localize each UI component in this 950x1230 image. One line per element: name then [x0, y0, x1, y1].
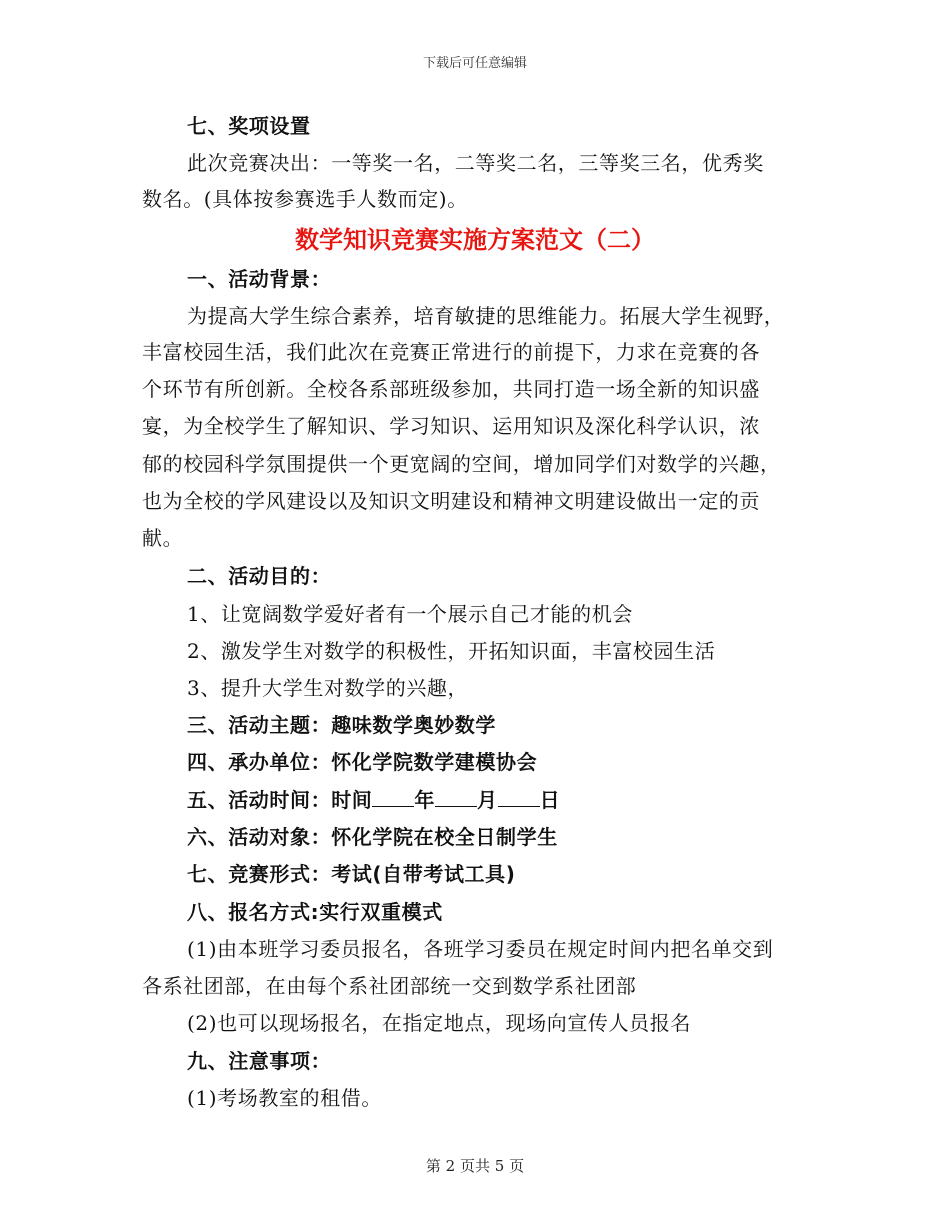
year-label: 年 — [414, 788, 436, 812]
blank-underline — [372, 786, 414, 807]
paragraph-line: (1)考场教室的租借。 — [187, 1086, 382, 1110]
document-title: 数学知识竞赛实施方案范文（二） — [295, 226, 655, 254]
page-header: 下载后可任意编辑 — [422, 56, 527, 71]
section-time — [187, 786, 857, 814]
paragraph-line: 宴，为全校学生了解知识、学习知识、运用知识及深化科学认识，浓 — [142, 414, 760, 438]
paragraph-line: 各系社团部，在由每个系社团部统一交到数学系社团部 — [142, 974, 637, 998]
list-item: 1、让宽阔数学爱好者有一个展示自己才能的机会 — [187, 602, 633, 626]
section-organizer: 四、承办单位：怀化学院数学建模协会 — [187, 750, 538, 774]
paragraph-line: 也为全校的学风建设以及知识文明建设和精神文明建设做出一定的贡 — [142, 489, 760, 513]
paragraph-line: (2)也可以现场报名，在指定地点，现场向宣传人员报名 — [187, 1011, 691, 1035]
section-heading-background: 一、活动背景： — [187, 267, 332, 291]
blank-underline — [435, 786, 477, 807]
day-label: 日 — [539, 788, 561, 812]
paragraph-line: 个环节有所创新。全校各系部班级参加，共同打造一场全新的知识盛 — [142, 377, 760, 401]
blank-underline — [498, 786, 540, 807]
list-item: 2、激发学生对数学的积极性，开拓知识面，丰富校园生活 — [187, 639, 716, 663]
section-format: 七、竞赛形式：考试(自带考试工具) — [187, 862, 516, 886]
section-heading-purpose: 二、活动目的： — [187, 564, 332, 588]
month-label: 月 — [477, 788, 498, 812]
paragraph-line: 数名。(具体按参赛选手人数而定)。 — [142, 187, 468, 211]
section-heading-awards: 七、奖项设置 — [187, 114, 311, 138]
paragraph-line: 此次竞赛决出：一等奖一名，二等奖二名，三等奖三名，优秀奖 — [187, 151, 764, 175]
list-item: 3、提升大学生对数学的兴趣， — [187, 676, 469, 700]
section-heading-registration: 八、报名方式:实行双重模式 — [187, 900, 443, 924]
section-target: 六、活动对象：怀化学院在校全日制学生 — [187, 825, 558, 849]
paragraph-line: 献。 — [142, 526, 184, 550]
page-footer: 第 2 页共 5 页 — [425, 1157, 525, 1175]
section-theme: 三、活动主题：趣味数学奥妙数学 — [187, 713, 496, 737]
section-heading-notes: 九、注意事项： — [187, 1049, 332, 1073]
paragraph-line: (1)由本班学习委员报名，各班学习委员在规定时间内把名单交到 — [187, 937, 774, 961]
time-prefix: 五、活动时间：时间 — [187, 788, 373, 812]
paragraph-line: 郁的校园科学氛围提供一个更宽阔的空间，增加同学们对数学的兴趣， — [142, 452, 781, 476]
paragraph-line: 为提高大学生综合素养，培育敏捷的思维能力。拓展大学生视野， — [187, 304, 785, 328]
paragraph-line: 丰富校园生活，我们此次在竞赛正常进行的前提下，力求在竞赛的各 — [142, 340, 760, 364]
